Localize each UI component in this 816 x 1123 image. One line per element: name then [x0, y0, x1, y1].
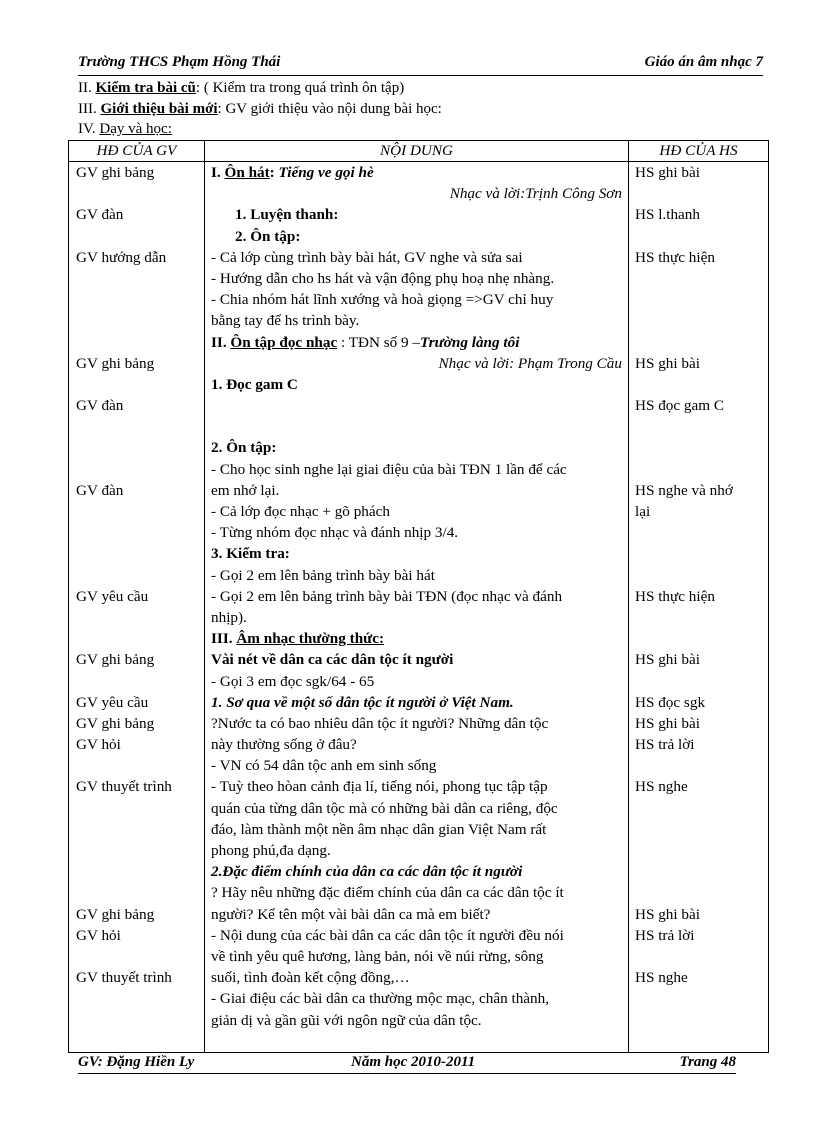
- subheading: Vài nét về dân ca các dân tộc ít người: [211, 651, 454, 669]
- hs-column: [629, 162, 769, 1053]
- page-footer: [78, 1054, 736, 1074]
- section-2-heading: II. Ôn tập đọc nhạc : TĐN số 9 –Trường làng tôi: [211, 333, 520, 351]
- table-header-row: [69, 141, 769, 162]
- gv-cell: GV hướng dẫn: [76, 248, 167, 266]
- text-line: - Gọi 2 em lên bảng trình bày bài TĐN (đọc nhạc và đánh: [211, 587, 563, 605]
- gv-cell: GV thuyết trình: [76, 969, 172, 987]
- song-author: Nhạc và lời: Phạm Trong Cầu: [438, 354, 622, 372]
- hs-cell: HS ghi bài: [635, 354, 700, 372]
- text-line: suối, tình đoàn kết cộng đồng,…: [211, 969, 410, 987]
- hs-cell: HS nghe: [635, 778, 688, 796]
- subheading: 1. Sơ qua về một số dân tộc ít người ở Việt Nam.: [211, 693, 514, 711]
- text-line: phong phú,đa dạng.: [211, 842, 331, 859]
- hs-cell: HS nghe: [635, 969, 688, 987]
- page-header: [78, 54, 763, 76]
- header-rule: [78, 75, 763, 76]
- text-line: - Chia nhóm hát lĩnh xướng và hoà giọng =>GV chỉ huy: [211, 291, 554, 309]
- text-line: - Gọi 2 em lên bảng trình bày bài hát: [211, 566, 435, 584]
- hs-cell: HS ghi bài: [635, 714, 700, 732]
- text-line: - Từng nhóm đọc nhạc và đánh nhịp 3/4.: [211, 524, 459, 542]
- hs-cell: HS đọc gam C: [635, 397, 725, 415]
- intro-num: IV.: [78, 121, 96, 137]
- section-1-heading: I. Ôn hát: Tiếng ve gọi hè: [211, 164, 374, 181]
- gv-cell: GV yêu cầu: [76, 693, 149, 711]
- gv-cell: GV đàn: [76, 397, 124, 415]
- intro-text: : GV giới thiệu vào nội dung bài học:: [217, 101, 442, 117]
- footer-rule: [78, 1073, 736, 1074]
- gv-cell: GV thuyết trình: [76, 778, 172, 796]
- text-line: - Nội dung của các bài dân ca các dân tộc ít người đều nói: [211, 926, 564, 944]
- gv-cell: GV hỏi: [76, 736, 121, 754]
- col-header-content: NỘI DUNG: [205, 141, 629, 162]
- hs-cell: HS thực hiện: [635, 248, 715, 266]
- gv-cell: GV ghi bảng: [76, 714, 155, 732]
- gv-cell: GV ghi bảng: [76, 354, 155, 372]
- text-line: nhịp).: [211, 608, 247, 626]
- gv-cell: GV đàn: [76, 481, 124, 499]
- text-line: - Gọi 3 em đọc sgk/64 - 65: [211, 672, 375, 690]
- subheading: 2. Ôn tập:: [211, 439, 277, 457]
- text-line: - Cho học sinh nghe lại giai điệu của bài TĐN 1 lần để các: [211, 460, 567, 478]
- intro-num: III.: [78, 101, 97, 117]
- subheading: 2.Đặc điểm chính của dân ca các dân tộc ít người: [211, 863, 523, 881]
- list-item: 2. Ôn tập:: [235, 227, 301, 245]
- hs-cell: HS đọc sgk: [635, 693, 706, 711]
- section-3-heading: III. Âm nhạc thường thức:: [211, 630, 385, 648]
- intro-text: : ( Kiểm tra trong quá trình ôn tập): [195, 80, 405, 96]
- intro-line-3: [78, 99, 442, 119]
- text-line: - Hướng dẫn cho hs hát và vận động phụ hoạ nhẹ nhàng.: [211, 269, 555, 287]
- song-author: Nhạc và lời:Trịnh Công Sơn: [449, 185, 622, 203]
- text-line: - Cả lớp cùng trình bày bài hát, GV nghe và sửa sai: [211, 248, 523, 266]
- gv-cell: GV yêu cầu: [76, 587, 149, 605]
- intro-line-4: [78, 119, 172, 139]
- hs-cell: HS ghi bài: [635, 905, 700, 923]
- text-line: quán của từng dân tộc mà có những bài dân ca riêng, độc: [211, 799, 558, 817]
- text-line: - Giai điệu các bài dân ca thường mộc mạc, chân thành,: [211, 990, 550, 1008]
- hs-cell: HS trả lời: [635, 926, 695, 944]
- school-name: Trường THCS Phạm Hồng Thái: [78, 54, 281, 70]
- footer-page-number: Trang 48: [679, 1054, 736, 1070]
- hs-cell: HS ghi bài: [635, 164, 700, 181]
- text-line: ?Nước ta có bao nhiêu dân tộc ít người? Những dân tộc: [211, 714, 549, 732]
- list-item: 1. Luyện thanh:: [235, 206, 339, 224]
- intro-line-2: [78, 78, 404, 98]
- col-header-hs: HĐ CỦA HS: [629, 141, 769, 162]
- intro-title: Dạy và học:: [99, 121, 172, 137]
- text-line: - Tuỳ theo hòan cảnh địa lí, tiếng nói, phong tục tập tập: [211, 778, 548, 796]
- gv-cell: GV hỏi: [76, 926, 121, 944]
- gv-cell: GV đàn: [76, 206, 124, 224]
- intro-num: II.: [78, 80, 92, 96]
- document-title: Giáo án âm nhạc 7: [644, 54, 763, 70]
- text-line: - VN có 54 dân tộc anh em sinh sống: [211, 757, 437, 775]
- hs-cell: HS thực hiện: [635, 587, 715, 605]
- gv-cell: GV ghi bảng: [76, 905, 155, 923]
- text-line: ? Hãy nêu những đặc điểm chính của dân ca các dân tộc ít: [211, 884, 564, 902]
- text-line: này thường sống ở đâu?: [211, 736, 357, 754]
- subheading: 1. Đọc gam C: [211, 375, 298, 393]
- text-line: bằng tay để hs trình bày.: [211, 312, 360, 330]
- gv-cell: GV ghi bảng: [76, 164, 155, 181]
- text-line: - Cả lớp đọc nhạc + gõ phách: [211, 503, 390, 520]
- lesson-table: [68, 140, 769, 1053]
- gv-cell: GV ghi bảng: [76, 651, 155, 669]
- footer-school-year: Năm học 2010-2011: [351, 1054, 476, 1070]
- text-line: người? Kể tên một vài bài dân ca mà em biết?: [211, 905, 491, 923]
- table-row: [69, 162, 769, 1053]
- hs-cell: HS trả lời: [635, 736, 695, 754]
- hs-cell: lại: [635, 503, 651, 520]
- gv-column: [69, 162, 205, 1053]
- intro-title: Giới thiệu bài mới: [100, 101, 218, 117]
- intro-title: Kiểm tra bài cũ: [95, 80, 196, 96]
- subheading: 3. Kiểm tra:: [211, 545, 290, 563]
- col-header-gv: HĐ CỦA GV: [69, 141, 205, 162]
- text-line: giản dị và gần gũi với ngôn ngữ của dân tộc.: [211, 1011, 482, 1029]
- text-line: đáo, làm thành một nền âm nhạc dân gian Việt Nam rất: [211, 820, 547, 838]
- hs-cell: HS nghe và nhớ: [635, 481, 733, 499]
- text-line: về tình yêu quê hương, làng bản, nói về núi rừng, sông: [211, 947, 544, 965]
- footer-teacher: GV: Đặng Hiền Ly: [78, 1054, 195, 1070]
- text-line: em nhớ lại.: [211, 481, 280, 499]
- content-column: [205, 162, 629, 1053]
- hs-cell: HS l.thanh: [635, 206, 700, 224]
- hs-cell: HS ghi bài: [635, 651, 700, 669]
